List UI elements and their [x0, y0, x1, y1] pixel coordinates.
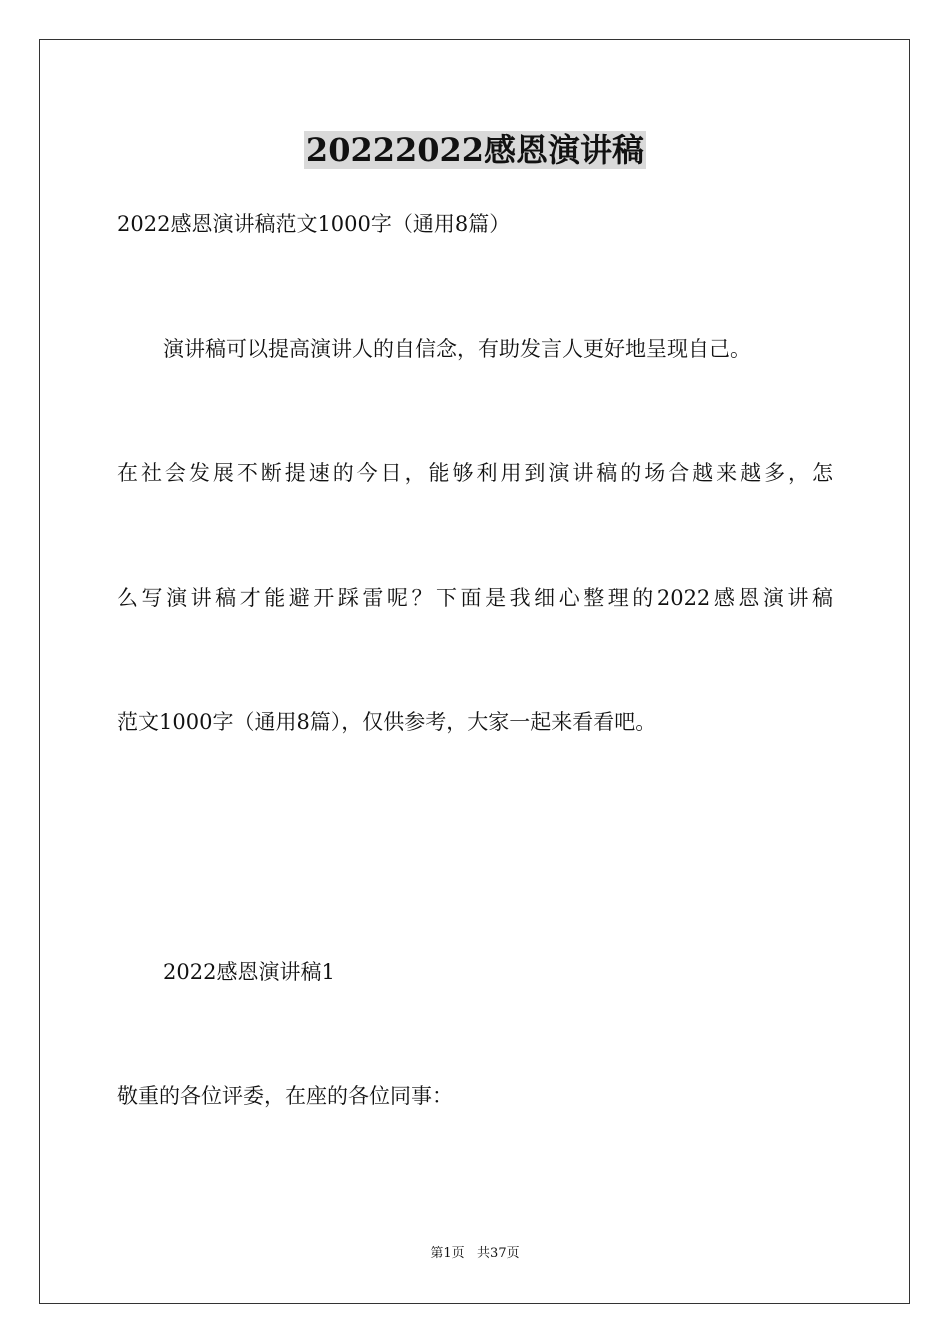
intro-line-4: 范文1000字（通用8篇），仅供参考，大家一起来看看吧。 — [117, 710, 657, 734]
section-heading: 2022感恩演讲稿1 — [163, 960, 335, 984]
document-title-text: 20222022感恩演讲稿 — [305, 131, 645, 169]
intro-line-1: 演讲稿可以提高演讲人的自信念，有助发言人更好地呈现自己。 — [163, 337, 751, 361]
intro-line-2: 在社会发展不断提速的今日，能够利用到演讲稿的场合越来越多，怎 — [117, 461, 833, 485]
document-subtitle: 2022感恩演讲稿范文1000字（通用8篇） — [117, 212, 511, 236]
page-number-footer: 第1页 共37页 — [430, 1246, 520, 1261]
salutation: 敬重的各位评委，在座的各位同事： — [117, 1084, 453, 1108]
document-title — [0, 128, 950, 172]
intro-line-3: 么写演讲稿才能避开踩雷呢？下面是我细心整理的2022感恩演讲稿 — [117, 586, 833, 610]
